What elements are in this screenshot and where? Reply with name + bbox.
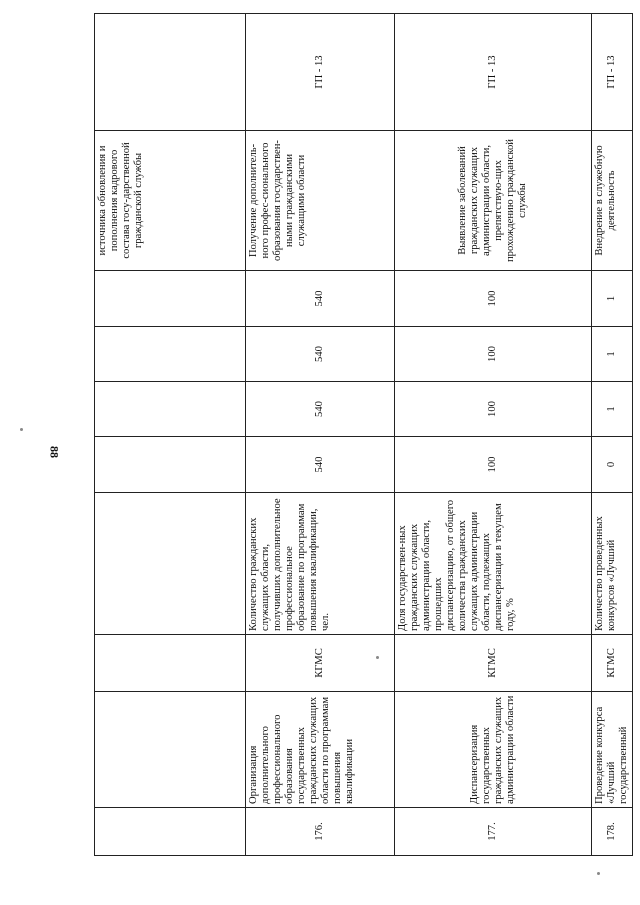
value-3 bbox=[95, 327, 246, 382]
scan-speck bbox=[376, 656, 379, 659]
indicator: Количество проведенных конкурсов «Лучший bbox=[592, 493, 633, 635]
value-4: 1 bbox=[592, 271, 633, 327]
scan-speck bbox=[597, 872, 600, 875]
table-row bbox=[395, 14, 592, 856]
program-code bbox=[95, 14, 246, 131]
value-1: 540 bbox=[246, 437, 395, 493]
expected-result: Внедрение в служебную деятельность bbox=[592, 131, 633, 271]
value-4: 100 bbox=[395, 271, 592, 327]
indicator bbox=[95, 493, 246, 635]
value-2 bbox=[95, 382, 246, 437]
value-1: 0 bbox=[592, 437, 633, 493]
value-2: 540 bbox=[246, 382, 395, 437]
table-row bbox=[95, 14, 246, 856]
scan-speck bbox=[20, 428, 23, 431]
program-code: ГП - 13 bbox=[246, 14, 395, 131]
value-3: 100 bbox=[395, 327, 592, 382]
value-4 bbox=[95, 271, 246, 327]
value-2: 100 bbox=[395, 382, 592, 437]
row-number: 177. bbox=[395, 808, 592, 856]
table-row bbox=[592, 14, 633, 856]
executor bbox=[95, 635, 246, 692]
measure-name: Организация дополнительного профессионального образования государственных гражданских служащих области по программам повышения квалификации bbox=[246, 692, 395, 808]
value-1: 100 bbox=[395, 437, 592, 493]
expected-result: источника обновления и пополнения кадрового состава госу-дарственной гражданской службы bbox=[95, 131, 246, 271]
indicator: Доля государствен-ных гражданских служащих администрации области, прошедших диспансеризацию, от общего количества гражданских служащих администрации области, подлежащих диспансеризации в текущем году, % bbox=[395, 493, 592, 635]
rotated-table-page bbox=[94, 55, 629, 856]
page-number: 88 bbox=[47, 446, 62, 458]
table-row bbox=[246, 14, 395, 856]
executor: КГМС bbox=[246, 635, 395, 692]
expected-result: Получение дополнитель-ного профес-сионального образования государствен-ными гражданскими служащими области bbox=[246, 131, 395, 271]
value-3: 540 bbox=[246, 327, 395, 382]
value-4: 540 bbox=[246, 271, 395, 327]
row-number bbox=[95, 808, 246, 856]
indicator: Количество гражданских служащих области, получивших дополнительное профессиональное образование по программам повышения квалификации, чел. bbox=[246, 493, 395, 635]
measure-name: Диспансеризация государственных гражданских служащих администрации области bbox=[395, 692, 592, 808]
measure-name bbox=[95, 692, 246, 808]
value-1 bbox=[95, 437, 246, 493]
expected-result: Выявление заболеваний гражданских служащих администрации области, препятствую-щих прохождению гражданской службы bbox=[395, 131, 592, 271]
program-code: ГП - 13 bbox=[395, 14, 592, 131]
measure-name: Проведение конкурса «Лучший государственный bbox=[592, 692, 633, 808]
value-3: 1 bbox=[592, 327, 633, 382]
program-measures-table bbox=[94, 13, 633, 856]
value-2: 1 bbox=[592, 382, 633, 437]
program-code: ГП - 13 bbox=[592, 14, 633, 131]
executor: КГМС bbox=[395, 635, 592, 692]
row-number: 176. bbox=[246, 808, 395, 856]
row-number: 178. bbox=[592, 808, 633, 856]
executor: КГМС bbox=[592, 635, 633, 692]
